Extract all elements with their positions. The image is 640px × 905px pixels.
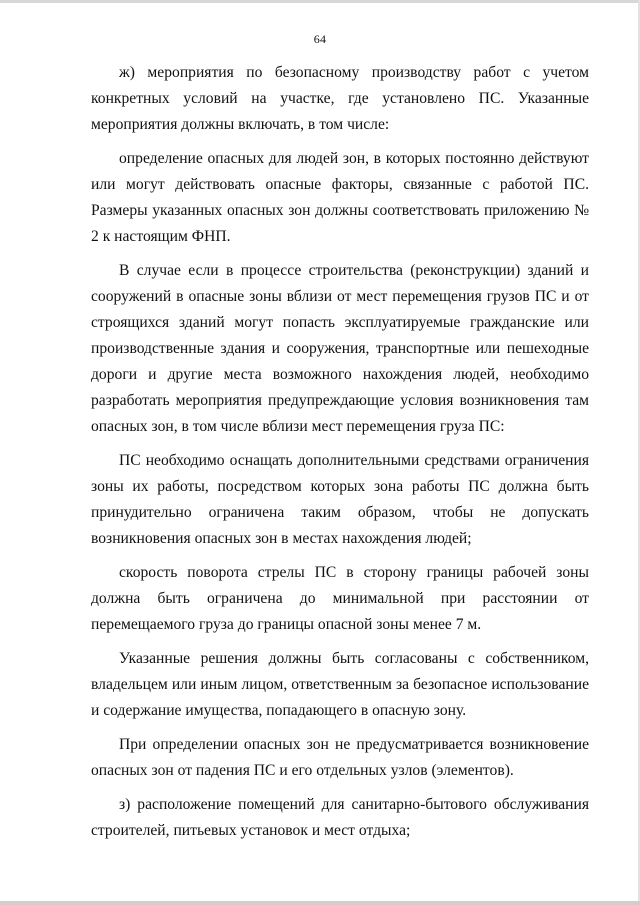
- document-body: [91, 60, 589, 844]
- paragraph-item-zh: ж) мероприятия по безопасному производству работ с учетом конкретных условий на участке, где установлено ПС. Указанные мероприятия должны включать, в том числе:: [91, 64, 589, 133]
- paragraph-agreement: Указанные решения должны быть согласованы с собственником, владельцем или иным лицом, ответственным за безопасное использование и содержание имущества, попадающего в опасную зону.: [91, 650, 589, 719]
- paragraph-limiting-devices: ПС необходимо оснащать дополнительными средствами ограничения зоны их работы, посредством которых зона работы ПС должна быть принудительно ограничена таким образом, чтобы не допускать возникновения опасных зон в местах нахождения людей;: [91, 452, 589, 547]
- paragraph-item-z: з) расположение помещений для санитарно-бытового обслуживания строителей, питьевых установок и мест отдыха;: [91, 796, 589, 839]
- scan-bottom-edge: [0, 901, 640, 905]
- paragraph-construction-case: В случае если в процессе строительства (реконструкции) зданий и сооружений в опасные зоны вблизи от мест перемещения грузов ПС и от строящихся зданий могут попасть эксплуатируемые гражданские или производственные здания и сооружения, транспортные или пешеходные дороги и другие места возможного нахождения людей, необходимо разработать мероприятия предупреждающие условия возникновения там опасных зон, в том числе вблизи мест перемещения груза ПС:: [91, 262, 589, 435]
- scan-top-edge: [0, 0, 640, 3]
- paragraph-boom-speed: скорость поворота стрелы ПС в сторону границы рабочей зоны должна быть ограничена до минимальной при расстоянии от перемещаемого груза до границы опасной зоны менее 7 м.: [91, 564, 589, 633]
- page-number: 64: [313, 32, 327, 46]
- paragraph-danger-zones-definition: определение опасных для людей зон, в которых постоянно действуют или могут действовать опасные факторы, связанные с работой ПС. Размеры указанных опасных зон должны соответствовать приложению № 2 к настоящим ФНП.: [91, 150, 589, 245]
- paragraph-fall-exclusion: При определении опасных зон не предусматривается возникновение опасных зон от падения ПС и его отдельных узлов (элементов).: [91, 736, 589, 779]
